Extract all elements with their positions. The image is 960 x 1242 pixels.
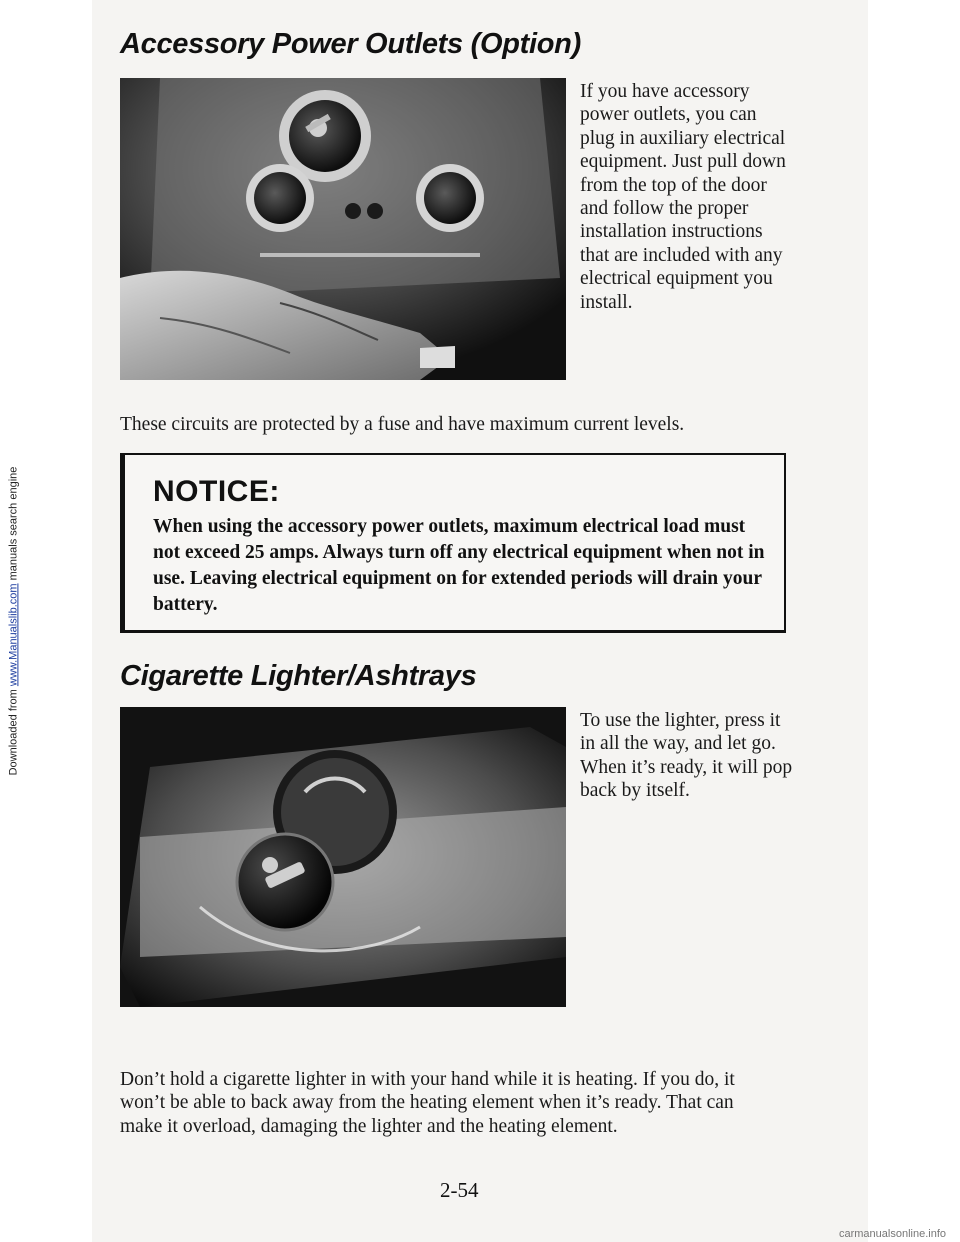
footer-watermark: carmanualsonline.info [838, 1228, 946, 1240]
cigarette-lighter-image [120, 707, 566, 1007]
power-outlet-image [120, 78, 566, 380]
lighter-warning: Don’t hold a cigarette lighter in with your hand while it is heating. If you do, it won’t be able to back away from the heating element when it’s ready. That can make it overload, damaging the lighter and the heating element. [120, 1069, 735, 1137]
page-number: 2-54 [440, 1178, 479, 1202]
section-heading-power-outlets: Accessory Power Outlets (Option) [120, 28, 581, 60]
manualslib-link[interactable]: www.Manualslib.com [7, 583, 20, 687]
notice-box [120, 453, 786, 633]
cigarette-lighter-photo [120, 707, 566, 1007]
power-outlets-fuse-note: These circuits are protected by a fuse and have maximum current levels. [120, 414, 685, 435]
notice-title: NOTICE: [153, 475, 280, 508]
banner-prefix: Downloaded from [7, 689, 20, 776]
banner-suffix: manuals search engine [7, 466, 20, 581]
power-outlets-description: If you have accessory power outlets, you can plug in auxiliary electrical equipment. Just pull down from the top of the door and follow the proper installation instructions that are included with any electrical equipment you install. [580, 81, 786, 313]
notice-body: When using the accessory power outlets, maximum electrical load must not exceed 25 amps. Always turn off any electrical equipment when not in use. Leaving electrical equipment on for extended periods will drain your battery. [153, 516, 765, 615]
download-banner [0, 0, 26, 1242]
lighter-instructions: To use the lighter, press it in all the way, and let go. When it’s ready, it will pop back by itself. [580, 710, 793, 802]
power-outlets-photo [120, 78, 566, 380]
section-heading-cigarette-lighter: Cigarette Lighter/Ashtrays [120, 660, 477, 692]
